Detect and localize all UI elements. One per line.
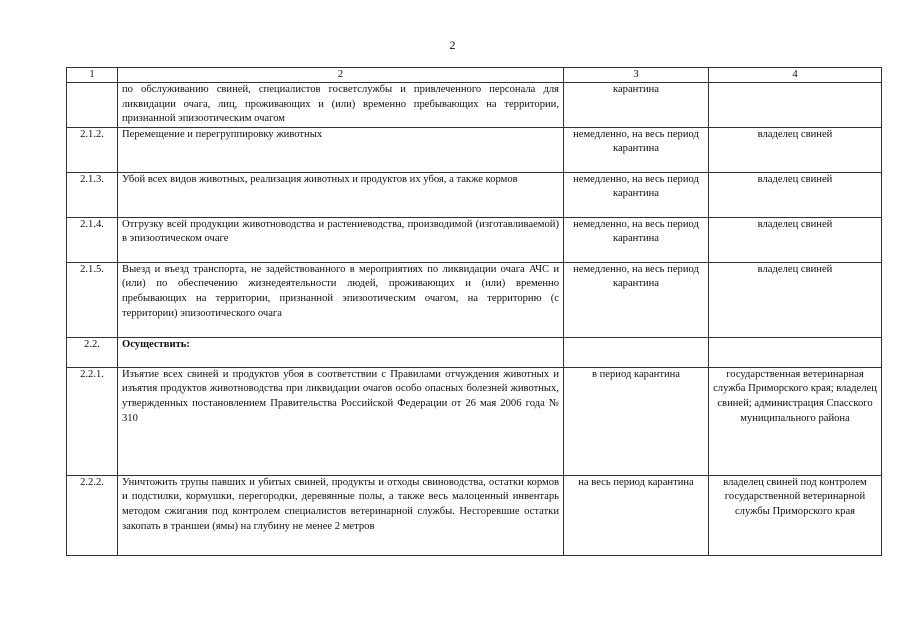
table-row xyxy=(67,127,882,172)
table-row xyxy=(67,367,882,475)
row-responsible xyxy=(709,337,882,367)
row-term: немедленно, на весь период карантина xyxy=(564,172,709,217)
row-description: Отгрузку всей продукции животноводства и растениеводства, производимой (изготавливаемой) в эпизоотическом очаге xyxy=(118,217,564,262)
table-header-row xyxy=(67,68,882,83)
row-responsible: владелец свиней под контролем государственной ветеринарной службы Приморского края xyxy=(709,475,882,555)
row-number: 2.2.2. xyxy=(67,475,118,555)
row-number xyxy=(67,83,118,128)
row-number: 2.1.4. xyxy=(67,217,118,262)
row-term xyxy=(564,337,709,367)
column-header: 3 xyxy=(564,68,709,83)
table-row xyxy=(67,337,882,367)
row-responsible: владелец свиней xyxy=(709,172,882,217)
column-header: 2 xyxy=(118,68,564,83)
row-responsible: владелец свиней xyxy=(709,127,882,172)
row-description: Выезд и въезд транспорта, не задействованного в мероприятиях по ликвидации очага АЧС и (или) по обеспечению жизнедеятельности людей, проживающих и (или) временно пребывающих на территории, признанной эпизоотическим очагом, на территорию (с территории) эпизоотического очага xyxy=(118,262,564,337)
row-description: Убой всех видов животных, реализация животных и продуктов их убоя, а также кормов xyxy=(118,172,564,217)
row-number: 2.2.1. xyxy=(67,367,118,475)
table-row xyxy=(67,262,882,337)
row-responsible xyxy=(709,83,882,128)
table-row xyxy=(67,475,882,555)
row-term: в период карантина xyxy=(564,367,709,475)
row-term: немедленно, на весь период карантина xyxy=(564,217,709,262)
row-description: по обслуживанию свиней, специалистов госветслужбы и привлеченного персонала для ликвидации очага, лиц, проживающих и (или) временно пребывающих на территории, признанной эпизоотическим очагом xyxy=(118,83,564,128)
row-term: карантина xyxy=(564,83,709,128)
row-responsible: владелец свиней xyxy=(709,262,882,337)
row-number: 2.1.5. xyxy=(67,262,118,337)
row-description: Перемещение и перегруппировку животных xyxy=(118,127,564,172)
row-term: на весь период карантина xyxy=(564,475,709,555)
table-row xyxy=(67,217,882,262)
row-responsible: государственная ветеринарная служба Приморского края; владелец свиней; администрация Спасского муниципального района xyxy=(709,367,882,475)
row-number: 2.1.2. xyxy=(67,127,118,172)
row-responsible: владелец свиней xyxy=(709,217,882,262)
column-header: 1 xyxy=(67,68,118,83)
row-number: 2.2. xyxy=(67,337,118,367)
table-row xyxy=(67,83,882,128)
page-number: 2 xyxy=(449,38,456,52)
row-description: Уничтожить трупы павших и убитых свиней, продукты и отходы свиноводства, остатки кормов и подстилки, кормушки, перегородки, деревянные полы, а также весь малоценный инвентарь методом сжигания под контролем специалистов ветеринарной службы. Несгоревшие остатки закопать в траншеи (ямы) на глубину не менее 2 метров xyxy=(118,475,564,555)
column-header: 4 xyxy=(709,68,882,83)
row-number: 2.1.3. xyxy=(67,172,118,217)
row-description: Изъятие всех свиней и продуктов убоя в соответствии с Правилами отчуждения животных и изъятия продуктов животноводства при ликвидации очагов особо опасных болезней животных, утвержденных постановлением Правительства Российской Федерации от 26 мая 2006 года № 310 xyxy=(118,367,564,475)
row-term: немедленно, на весь период карантина xyxy=(564,127,709,172)
table-row xyxy=(67,172,882,217)
measures-table xyxy=(66,67,882,556)
row-term: немедленно, на весь период карантина xyxy=(564,262,709,337)
row-description: Осуществить: xyxy=(118,337,564,367)
